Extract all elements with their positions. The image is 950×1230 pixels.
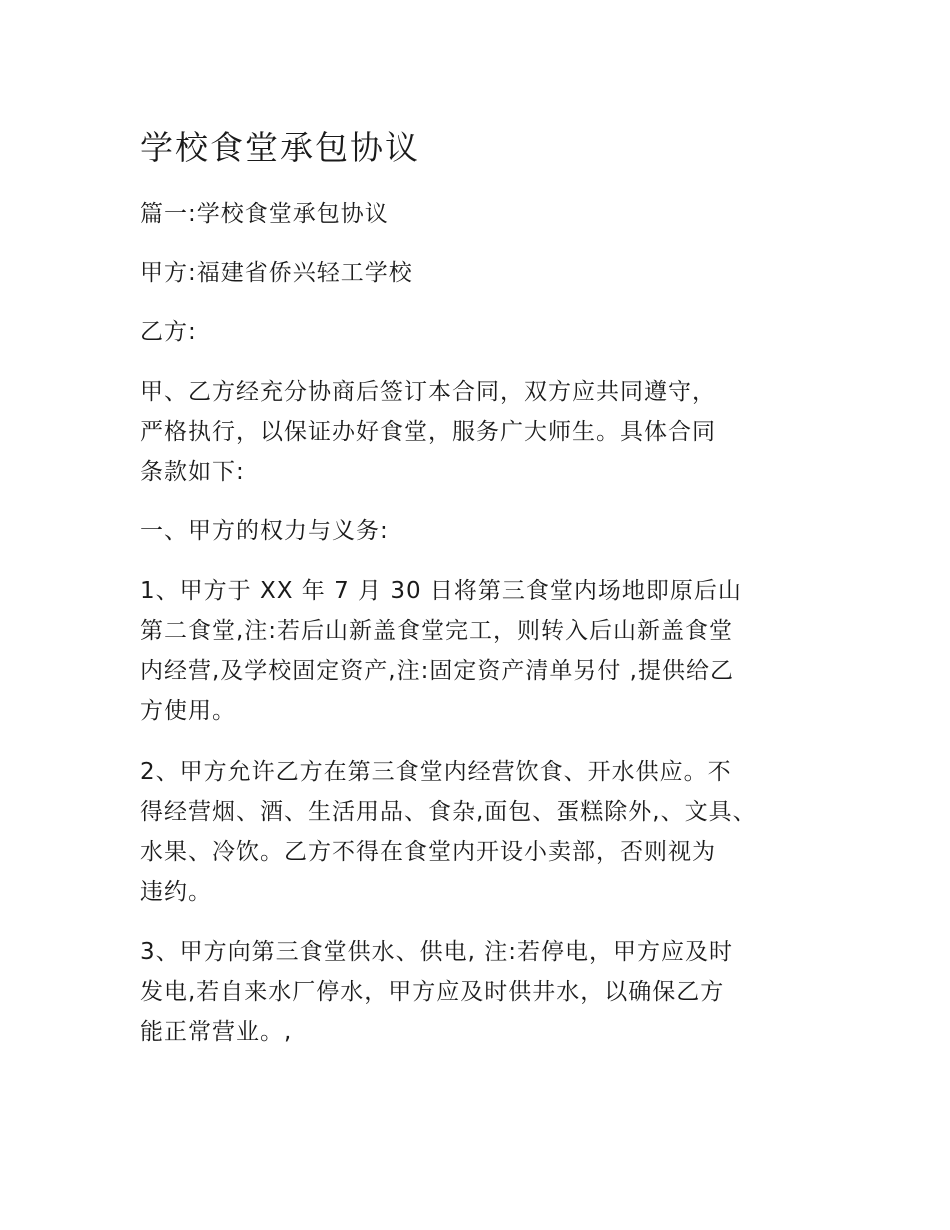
clause-line: 2、甲方允许乙方在第三食堂内经营饮食、开水供应。不 <box>140 759 732 785</box>
party-a-line: 甲方:福建省侨兴轻工学校 <box>140 260 413 286</box>
clause-3-paragraph <box>140 932 830 1052</box>
document-title: 学校食堂承包协议 <box>140 128 420 167</box>
clause-line: 内经营,及学校固定资产,注:固定资产清单另付 ,提供给乙 <box>140 658 734 684</box>
clause-line: 发电,若自来水厂停水，甲方应及时供井水，以确保乙方 <box>140 979 725 1005</box>
clause-line: 1、甲方于 XX 年 7 月 30 日将第三食堂内场地即原后山 <box>140 578 742 604</box>
clause-line: 方使用。 <box>140 698 236 724</box>
clause-line: 3、甲方向第三食堂供水、供电, 注:若停电，甲方应及时 <box>140 939 734 965</box>
clause-1-paragraph <box>140 571 830 731</box>
clause-line: 水果、冷饮。乙方不得在食堂内开设小卖部，否则视为 <box>140 839 716 865</box>
intro-paragraph <box>140 372 830 492</box>
clause-line: 得经营烟、酒、生活用品、食杂,面包、蛋糕除外,、文具、 <box>140 799 757 825</box>
party-b-line: 乙方: <box>140 319 197 345</box>
intro-line: 条款如下: <box>140 459 245 485</box>
clause-line: 违约。 <box>140 879 212 905</box>
clause-line: 第二食堂,注:若后山新盖食堂完工，则转入后山新盖食堂 <box>140 618 734 644</box>
intro-line: 甲、乙方经充分协商后签订本合同，双方应共同遵守， <box>140 379 716 405</box>
intro-line: 严格执行，以保证办好食堂，服务广大师生。具体合同 <box>140 419 716 445</box>
chapter-heading: 一、甲方的权力与义务: <box>140 518 389 544</box>
section-heading: 篇一:学校食堂承包协议 <box>140 201 389 227</box>
clause-2-paragraph <box>140 752 830 912</box>
clause-line: 能正常营业。, <box>140 1019 293 1045</box>
